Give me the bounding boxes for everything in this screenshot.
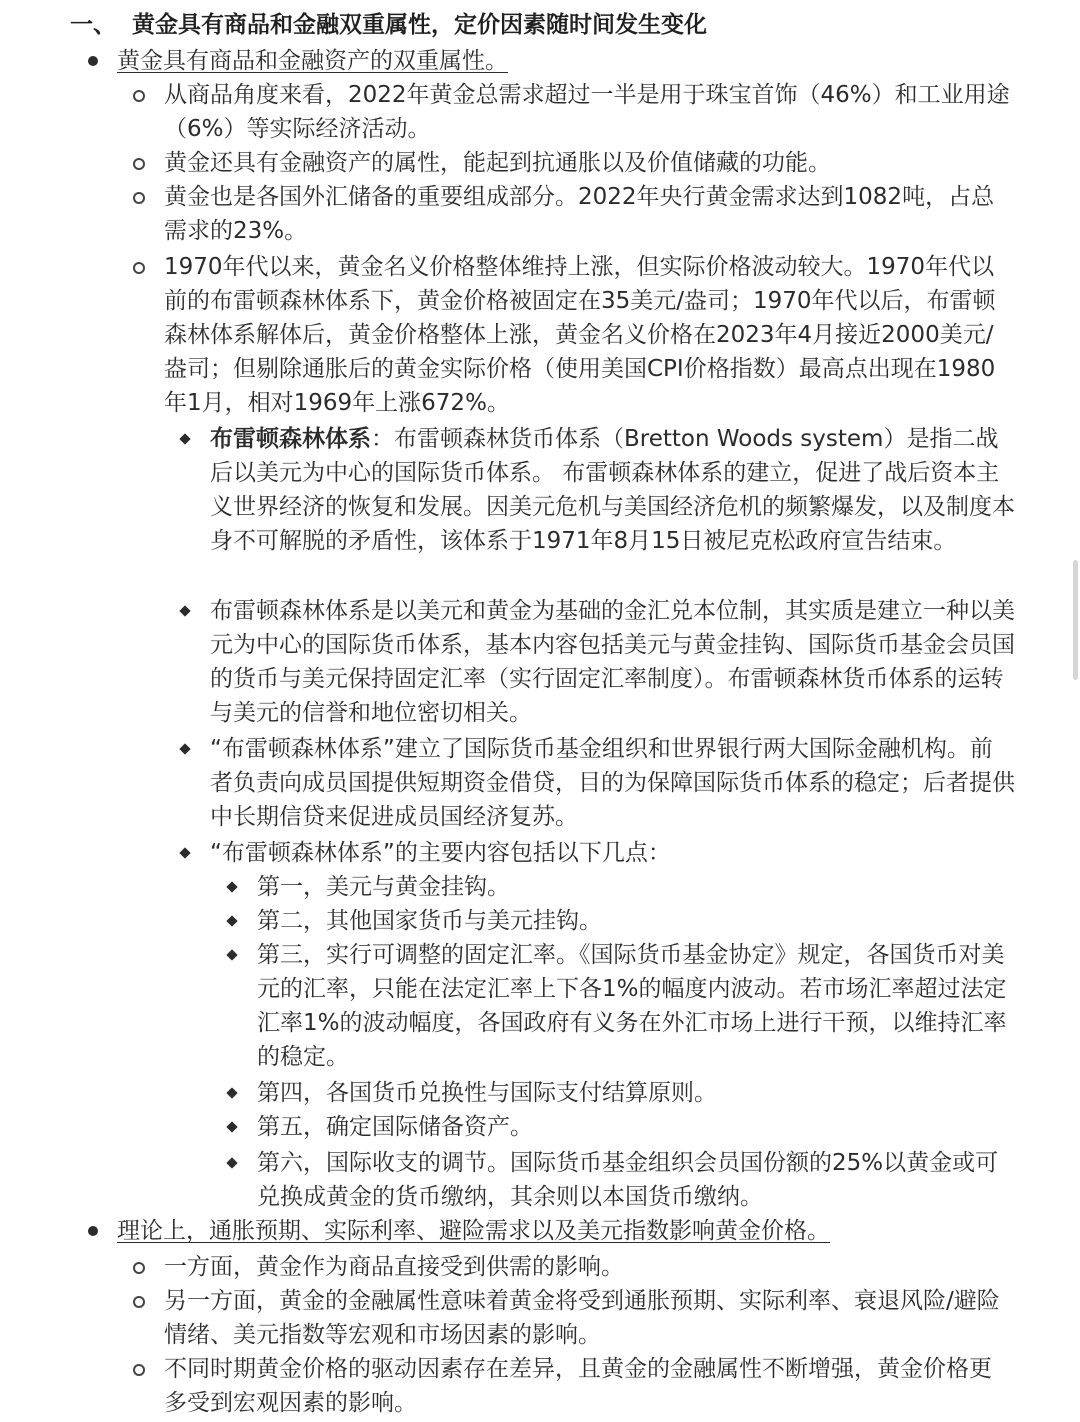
sub-item-text: 从商品角度来看，2022年黄金总需求超过一半是用于珠宝首饰（46%）和工业用途（6%）等实际经济活动。: [164, 82, 1010, 142]
bullet-diamond-icon: [226, 1157, 237, 1168]
detail-item: [210, 422, 1015, 558]
content-item: [257, 1110, 1015, 1144]
heading-number: 一、: [70, 12, 116, 38]
content-item-text: 第一，美元与黄金挂钩。: [257, 874, 510, 900]
bullet-circle-icon: [133, 90, 145, 102]
heading-title: 黄金具有商品和金融双重属性，定价因素随时间发生变化: [132, 12, 707, 38]
bullet-circle-icon: [133, 192, 145, 204]
bullet-circle-icon: [133, 1364, 145, 1376]
sub-item: [164, 1284, 1012, 1352]
detail-item-text: “布雷顿森林体系”的主要内容包括以下几点：: [210, 840, 671, 866]
detail-item-text: 布雷顿森林体系是以美元和黄金为基础的金汇兑本位制，其实质是建立一种以美元为中心的国际货币体系，基本内容包括美元与黄金挂钩、国际货币基金会员国的货币与美元保持固定汇率（实行固定汇率制度）。布雷顿森林货币体系的运转与美元的信誉和地位密切相关。: [210, 598, 1015, 726]
detail-item: [210, 836, 1015, 870]
term-bretton-woods: 布雷顿森林体系: [210, 426, 371, 452]
content-item: [257, 1146, 1015, 1214]
bullet-circle-icon: [133, 158, 145, 170]
bullet-diamond-icon: [226, 1121, 237, 1132]
sub-item-text: 黄金还具有金融资产的属性，能起到抗通胀以及价值储藏的功能。: [164, 150, 831, 176]
bullet-item: [117, 1214, 1017, 1248]
sub-item: [164, 146, 1012, 180]
scrollbar[interactable]: [1073, 560, 1078, 680]
content-item-text: 第二，其他国家货币与美元挂钩。: [257, 908, 602, 934]
detail-item-text: “布雷顿森林体系”建立了国际货币基金组织和世界银行两大国际金融机构。前者负责向成员国提供短期资金借贷，目的为保障国际货币体系的稳定；后者提供中长期信贷来促进成员国经济复苏。: [210, 736, 1015, 830]
content-item-text: 第三，实行可调整的固定汇率。《国际货币基金协定》规定，各国货币对美元的汇率，只能在法定汇率上下各1%的幅度内波动。若市场汇率超过法定汇率1%的波动幅度，各国政府有义务在外汇市场上进行干预，以维持汇率的稳定。: [257, 942, 1007, 1070]
content-item: [257, 870, 1015, 904]
bullet-diamond-icon: [226, 1087, 237, 1098]
bullet-item: [117, 44, 1017, 78]
bullet-title: 理论上，通胀预期、实际利率、避险需求以及美元指数影响黄金价格。: [117, 1218, 830, 1244]
content-item: [257, 904, 1015, 938]
sub-item-text: 一方面，黄金作为商品直接受到供需的影响。: [164, 1254, 624, 1280]
sub-item: [164, 78, 1012, 146]
bullet-diamond-icon: [226, 915, 237, 926]
bullet-diamond-icon: [226, 949, 237, 960]
bullet-title: 黄金具有商品和金融资产的双重属性。: [117, 48, 508, 74]
sub-item-text: 1970年代以来，黄金名义价格整体维持上涨，但实际价格波动较大。1970年代以前的布雷顿森林体系下，黄金价格被固定在35美元/盎司；1970年代以后，布雷顿森林体系解体后，黄金价格整体上涨，黄金名义价格在2023年4月接近2000美元/盎司；但剔除通胀后的黄金实际价格（使用美国CPI价格指数）最高点出现在1980年1月，相对1969年上涨672%。: [164, 254, 996, 416]
bullet-diamond-icon: [179, 433, 190, 444]
section-heading: [70, 8, 707, 42]
sub-item-text: 不同时期黄金价格的驱动因素存在差异，且黄金的金融属性不断增强，黄金价格更多受到宏观因素的影响。: [164, 1356, 992, 1416]
detail-item: [210, 594, 1015, 730]
bullet-diamond-icon: [226, 881, 237, 892]
content-item: [257, 938, 1015, 1074]
bullet-diamond-icon: [179, 743, 190, 754]
sub-item: [164, 180, 1012, 248]
bullet-dot-icon: [88, 1226, 98, 1236]
bullet-circle-icon: [133, 262, 145, 274]
term-definition: ：布雷顿森林货币体系（Bretton Woods system）是指二战后以美元为中心的国际货币体系。 布雷顿森林体系的建立，促进了战后资本主义世界经济的恢复和发展。因美元危机与美国经济危机的频繁爆发，以及制度本身不可解脱的矛盾性，该体系于1971年8月15日被尼克松政府宣告结束。: [210, 426, 1015, 554]
bullet-circle-icon: [133, 1296, 145, 1308]
content-item-text: 第四，各国货币兑换性与国际支付结算原则。: [257, 1080, 717, 1106]
sub-item: [164, 1250, 1012, 1284]
sub-item-text: 黄金也是各国外汇储备的重要组成部分。2022年央行黄金需求达到1082吨，占总需求的23%。: [164, 184, 995, 244]
bullet-circle-icon: [133, 1262, 145, 1274]
bullet-diamond-icon: [179, 847, 190, 858]
detail-item: [210, 732, 1015, 834]
sub-item-text: 另一方面，黄金的金融属性意味着黄金将受到通胀预期、实际利率、衰退风险/避险情绪、美元指数等宏观和市场因素的影响。: [164, 1288, 1000, 1348]
content-item: [257, 1076, 1015, 1110]
content-item-text: 第六，国际收支的调节。国际货币基金组织会员国份额的25%以黄金或可兑换成黄金的货币缴纳，其余则以本国货币缴纳。: [257, 1150, 999, 1210]
sub-item: [164, 250, 1012, 420]
content-item-text: 第五，确定国际储备资产。: [257, 1114, 533, 1140]
sub-item: [164, 1352, 1012, 1420]
detail-item-text: [210, 422, 1015, 558]
bullet-diamond-icon: [179, 605, 190, 616]
bullet-dot-icon: [88, 56, 98, 66]
